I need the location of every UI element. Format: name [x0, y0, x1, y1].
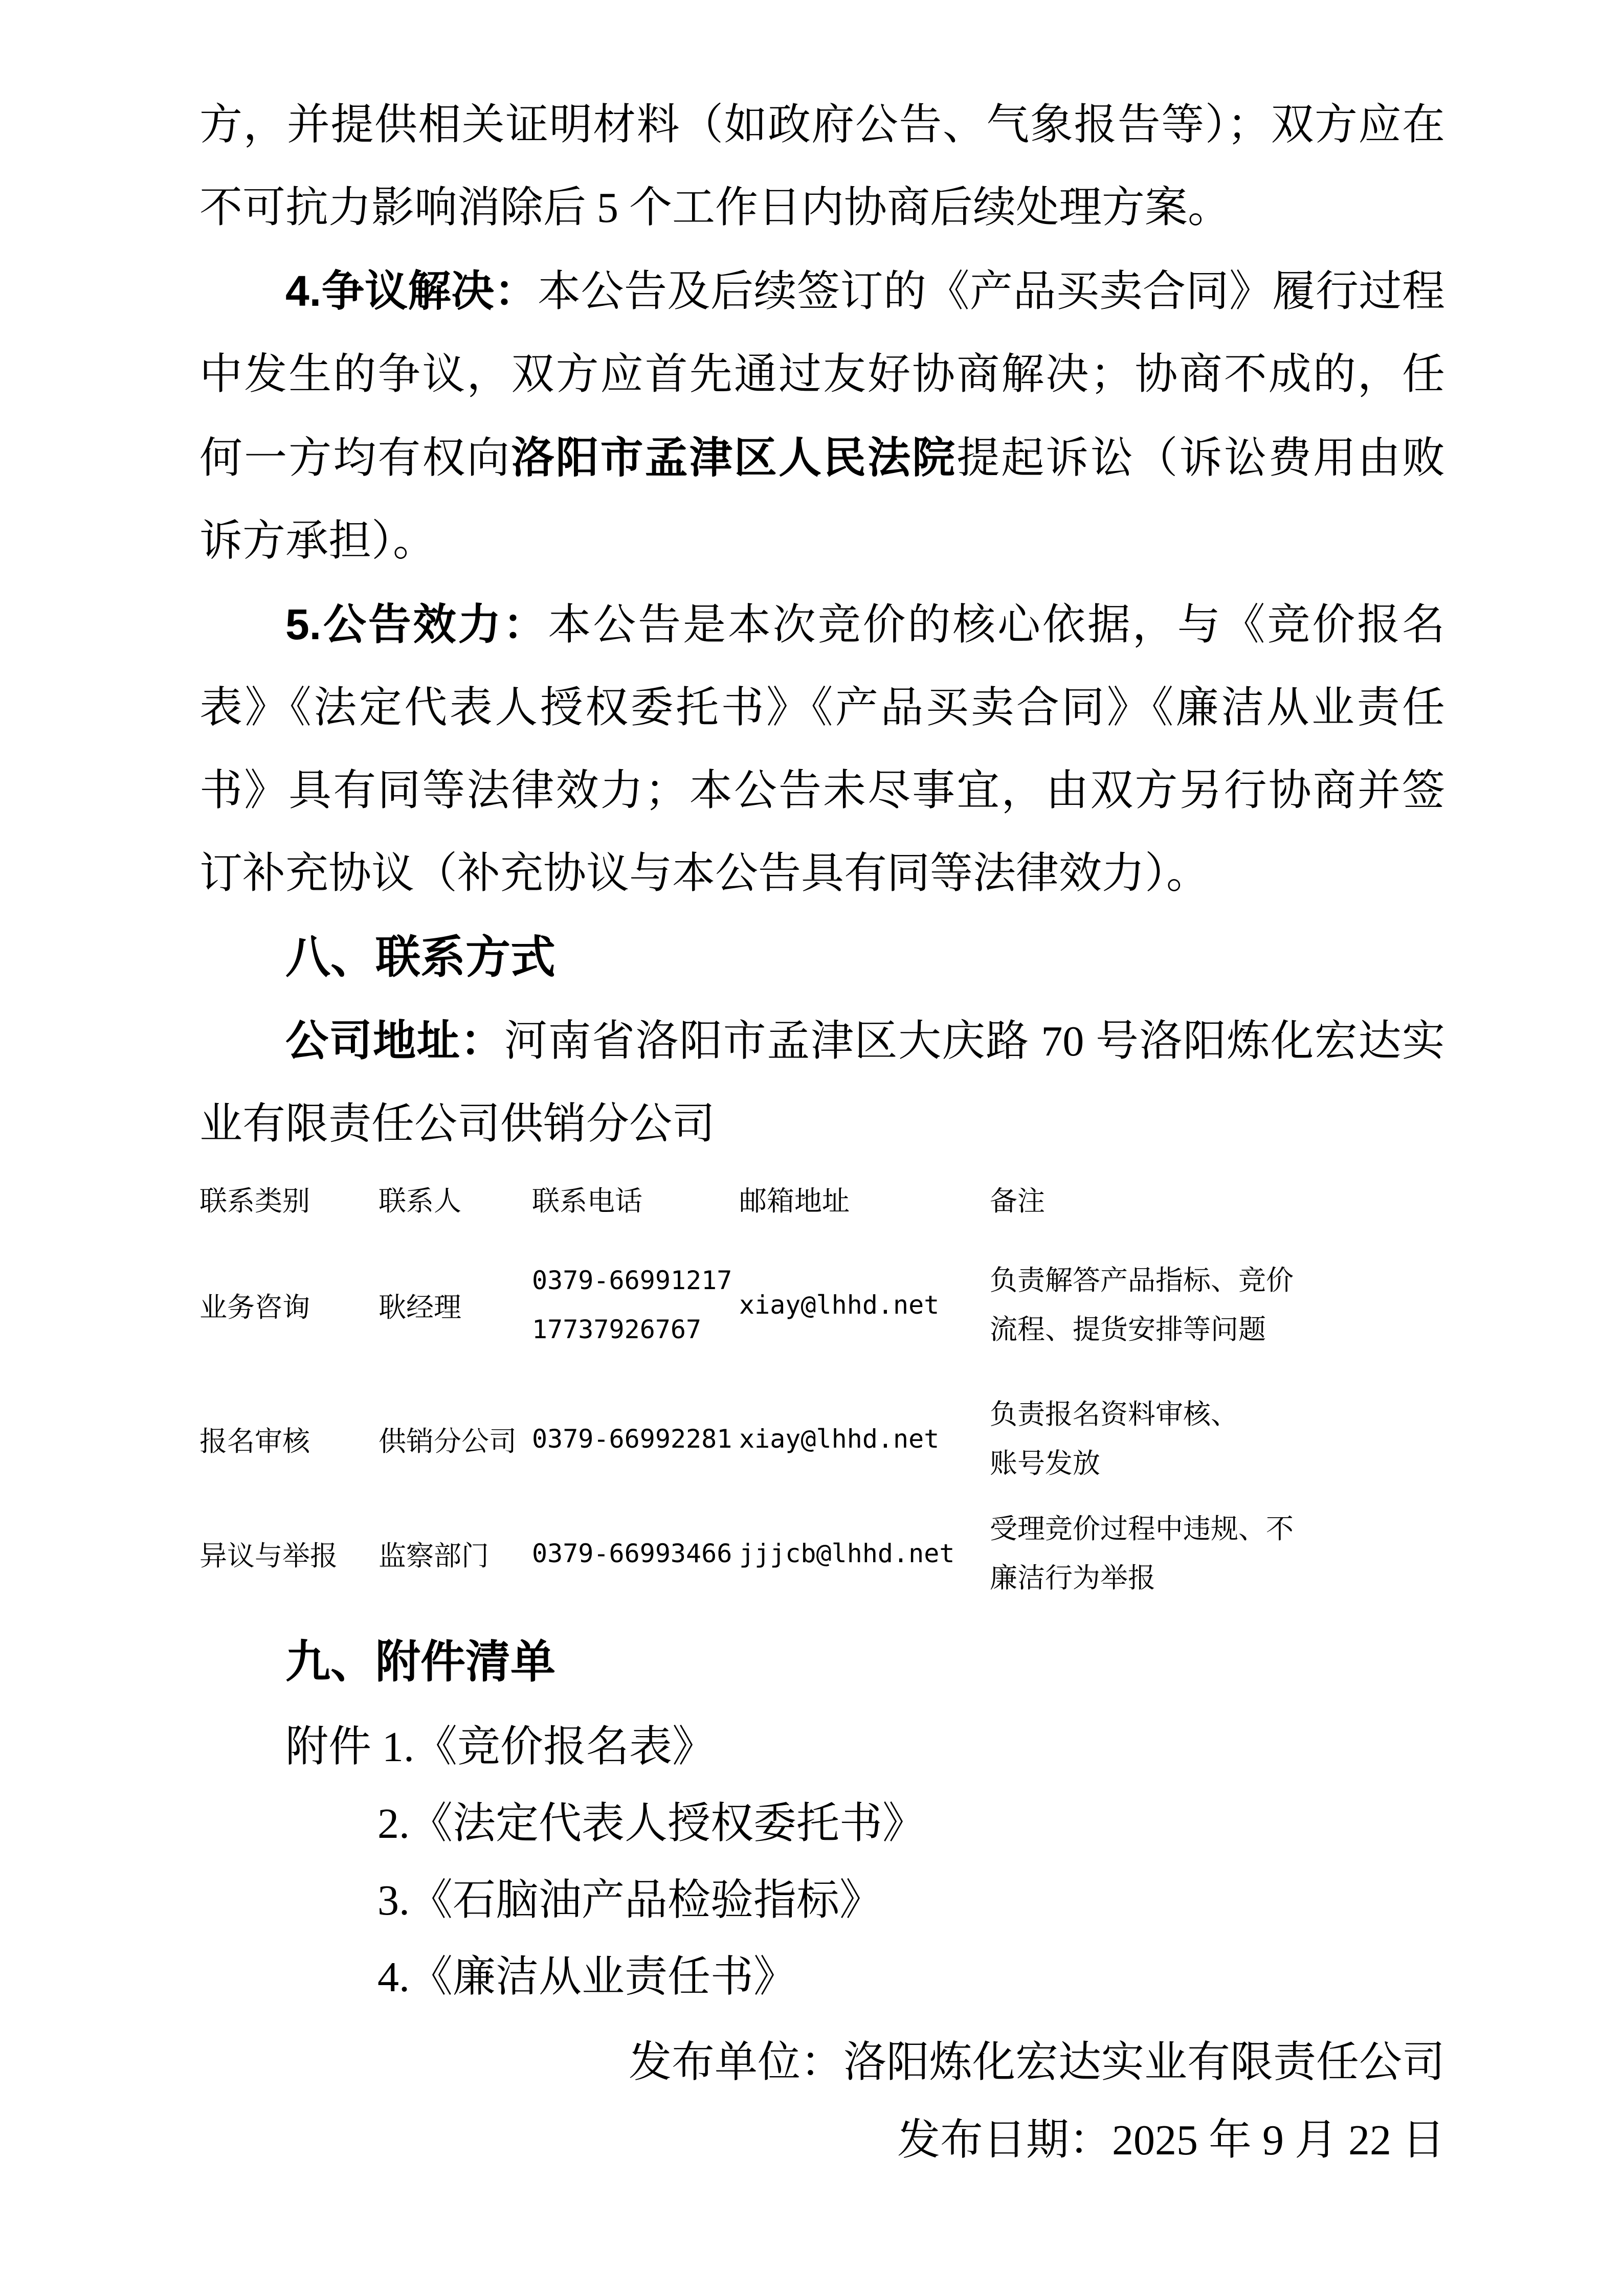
cell-note [990, 1228, 1445, 1382]
cell-email: xiay@lhhd.net [739, 1290, 940, 1320]
attachment-item: 4.《廉洁从业责任书》 [377, 1953, 797, 2001]
cell-email: xiay@lhhd.net [739, 1424, 940, 1454]
cell-person: 供销分公司 [379, 1426, 517, 1457]
cell-category: 业务咨询 [199, 1292, 310, 1323]
header-cell-email: 邮箱地址 [739, 1186, 850, 1217]
page-content [199, 84, 1445, 2179]
note-line: 流程、提货安排等问题 [990, 1314, 1266, 1345]
cell-note [990, 1496, 1445, 1611]
cell-category: 报名审核 [199, 1426, 310, 1457]
paragraph-text: 本公告及后续签订的《产品买卖合同》履行过程中发生的争议，双方应首先通过友好协商解决；协商不成的，任何一方均有权向 [199, 268, 1445, 482]
cell-category: 异议与举报 [199, 1540, 338, 1571]
dispute-resolution-label: 4.争议解决： [285, 267, 538, 315]
phone-number: 17737926767 [532, 1315, 702, 1344]
publish-date-line: 发布日期：2025 年 9 月 22 日 [897, 2117, 1445, 2164]
announcement-effect-label: 5.公告效力： [285, 600, 548, 648]
note-line: 廉洁行为举报 [990, 1563, 1155, 1593]
note-line: 受理竞价过程中违规、不 [990, 1514, 1294, 1544]
note-line: 账号发放 [990, 1448, 1100, 1479]
attachment-item: 3.《石脑油产品检验指标》 [377, 1877, 883, 1924]
paragraph-text: 本公告是本次竞价的核心依据，与《竞价报名表》《法定代表人授权委托书》《产品买卖合同》《廉洁从业责任书》具有同等法律效力；本公告未尽事宜，由双方另行协商并签订补充协议（补充协议与本公告具有同等法律效力）。 [199, 601, 1445, 897]
note-line: 负责解答产品指标、竞价 [990, 1265, 1294, 1296]
cell-person: 耿经理 [379, 1292, 461, 1323]
contact-table-header-row [199, 1179, 1445, 1228]
phone-number: 0379-66993466 [532, 1539, 732, 1568]
paragraph-text: 提起诉讼（诉讼费用由败诉方承担）。 [199, 435, 1445, 565]
paragraph-announcement-effect [199, 583, 1445, 915]
cell-phones [532, 1382, 739, 1496]
header-cell-phone: 联系电话 [532, 1186, 642, 1217]
header-cell-category: 联系类别 [199, 1186, 310, 1217]
publisher-line: 发布单位：洛阳炼化宏达实业有限责任公司 [628, 2039, 1445, 2086]
footer [199, 2024, 1445, 2179]
table-row-objection-report [199, 1496, 1445, 1611]
cell-person: 监察部门 [379, 1540, 489, 1571]
company-address-label: 公司地址： [285, 1017, 504, 1065]
header-cell-person: 联系人 [379, 1186, 461, 1217]
table-row-business-consult [199, 1228, 1445, 1382]
cell-email: jjjcb@lhhd.net [739, 1539, 955, 1568]
contact-table [199, 1179, 1445, 1611]
paragraph-text: 方，并提供相关证明材料（如政府公告、气象报告等）；双方应在不可抗力影响消除后 5 个工作日内协商后续处理方案。 [199, 101, 1445, 232]
section-heading-attachments: 九、附件清单 [285, 1636, 556, 1687]
company-address-text: 河南省洛阳市孟津区大庆路 70 号洛阳炼化宏达实业有限责任公司供销分公司 [199, 1018, 1445, 1148]
section-heading-contact: 八、联系方式 [285, 932, 556, 982]
attachment-item: 附件 1.《竞价报名表》 [285, 1723, 716, 1771]
paragraph-dispute-resolution [199, 250, 1445, 583]
cell-phones [532, 1228, 739, 1382]
paragraph-company-address [199, 999, 1445, 1166]
attachment-list [199, 1709, 1445, 2016]
header-cell-note: 备注 [990, 1186, 1045, 1217]
attachment-item: 2.《法定代表人授权委托书》 [377, 1800, 926, 1848]
paragraph-force-majeure-continuation [199, 84, 1445, 250]
cell-note [990, 1382, 1445, 1496]
court-name-bold: 洛阳市孟津区人民法院 [511, 434, 957, 482]
cell-phones [532, 1496, 739, 1611]
phone-number: 0379-66992281 [532, 1424, 732, 1454]
table-row-registration-review [199, 1382, 1445, 1496]
phone-number: 0379-66991217 [532, 1266, 732, 1295]
note-line: 负责报名资料审核、 [990, 1399, 1238, 1430]
